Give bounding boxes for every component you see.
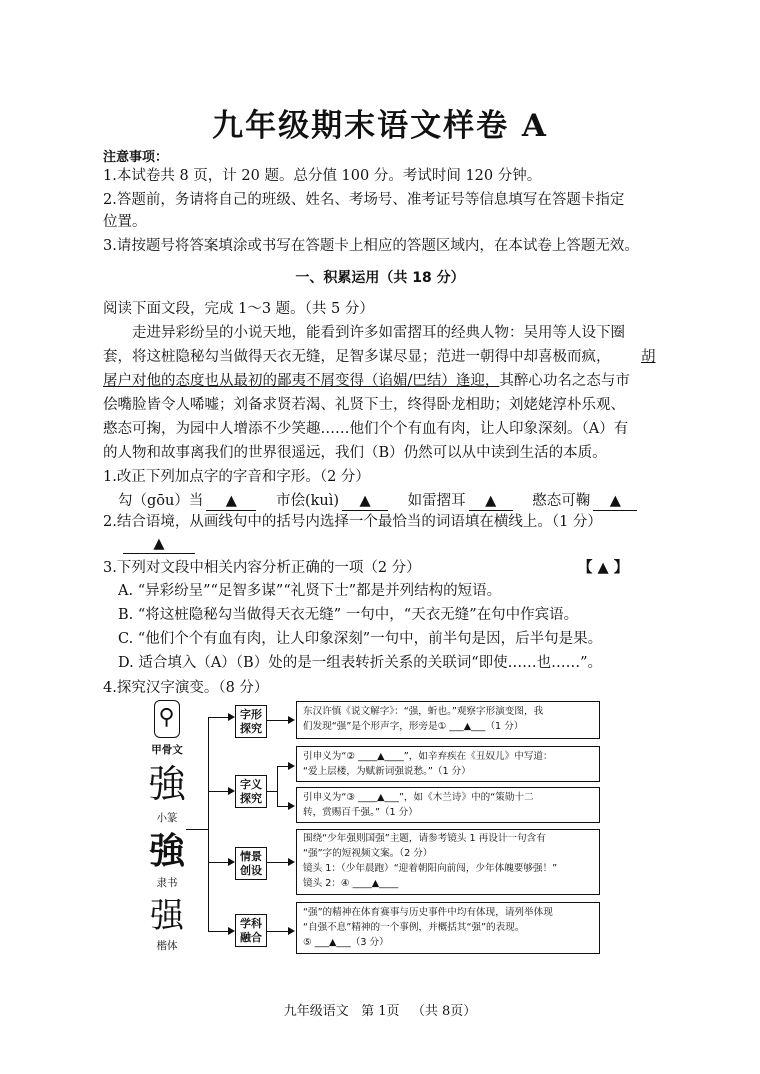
label-box xyxy=(235,847,267,880)
oracle-glyph-frame xyxy=(154,700,180,738)
connector xyxy=(208,717,209,931)
option-d: D. 适合填入（A）（B）处的是一组表转折关系的关联词“即使……也……”。 xyxy=(118,655,603,671)
passage-line: 憨态可掬，为园中人增添不少笑趣……他们个个有血有肉，让人印象深刻。（A）有 xyxy=(103,421,629,437)
connector xyxy=(208,717,230,718)
connector xyxy=(267,791,277,792)
passage-line: 侩嘴脸皆令人唏嘘；刘备求贤若渴、礼贤下士，终得卧龙相助；刘姥姥淳朴乐观、 xyxy=(103,397,625,413)
page-footer: 九年级语文 第 1页 （共 8页） xyxy=(283,1004,477,1019)
label-line: 探究 xyxy=(240,722,262,735)
notice-heading: 注意事项： xyxy=(103,150,169,165)
label-line: 字形 xyxy=(240,708,262,721)
content-line: 引申义为“② ____▲____”，如辛弃疾在《丑奴儿》中写道： xyxy=(303,751,553,762)
underlined-sentence: 屠户对他的态度也从最初的鄙夷不屑变得（谄媚/巴结）逢迎， xyxy=(103,373,500,389)
oracle-glyph: ⚲ xyxy=(158,705,175,730)
content-line: 东汉许慎《说文解字》：“强，蚚也。”观察字形演变图，我 xyxy=(303,706,544,717)
question-4: 4.探究汉字演变。（8 分） xyxy=(103,680,269,696)
question-3: 3.下列对文段中相关内容分析正确的一项（2 分） xyxy=(103,560,421,576)
content-line: 引申义为“③ ____▲___”，如《木兰诗》中的“策勋十二 xyxy=(303,792,534,803)
passage-line xyxy=(103,369,630,393)
connector xyxy=(186,829,208,830)
option-b: B. “将这桩隐秘勾当做得天衣无缝” 一句中，“天衣无缝”在句中作宾语。 xyxy=(118,607,579,623)
label-line: 学科 xyxy=(240,917,262,930)
arrow xyxy=(288,927,295,935)
connector xyxy=(208,931,230,932)
arrow xyxy=(228,713,235,721)
reading-intro: 阅读下面文段，完成 1～3 题。（共 5 分） xyxy=(103,301,374,317)
arrow xyxy=(228,858,235,866)
script-name: 隶书 xyxy=(156,877,178,889)
answer-blank[interactable]: ▲ xyxy=(206,492,256,511)
connector xyxy=(267,720,289,721)
arrow xyxy=(288,858,295,866)
label-box xyxy=(235,775,267,808)
arrow xyxy=(288,716,295,724)
q1-item: 市侩(kuì) xyxy=(275,493,340,509)
arrow xyxy=(228,927,235,935)
connector xyxy=(208,791,230,792)
content-box xyxy=(296,829,600,895)
script-name: 楷体 xyxy=(156,940,178,952)
content-line: 转，赏赐百千强。”（1 分） xyxy=(303,807,418,818)
option-c: C. “他们个个有血有肉，让人印象深刻”一句中，前半句是因，后半句是果。 xyxy=(118,631,603,647)
notice-item: 1.本试卷共 8 页，计 20 题。总分值 100 分。考试时间 120 分钟。 xyxy=(103,168,542,184)
q1-item: 如雷摺耳 xyxy=(407,493,466,509)
clerical-glyph: 強 xyxy=(148,830,185,872)
page-title: 九年级期末语文样卷 A xyxy=(212,108,548,144)
answer-blank[interactable]: ▲ xyxy=(469,492,513,511)
passage-line: 的人物和故事离我们的世界很遥远，我们（B）仍然可以从中读到生活的本质。 xyxy=(103,445,607,461)
content-line: “爱上层楼，为赋新词强说愁。”（1 分） xyxy=(303,766,471,777)
answer-bracket[interactable]: 【 ▲ 】 xyxy=(578,559,629,576)
content-box xyxy=(296,787,600,823)
label-line: 创设 xyxy=(240,864,262,877)
option-a: A. “异彩纷呈”“足智多谋”“礼贤下士”都是并列结构的短语。 xyxy=(118,583,502,599)
arrow xyxy=(228,787,235,795)
content-line: 镜头 1：（少年晨跑）“迎着朝阳向前闯，少年体魄要够强！” xyxy=(303,863,558,874)
question-2: 2.结合语境，从画线句中的括号内选择一个最恰当的词语填在横线上。（1 分） xyxy=(103,514,602,530)
arrow xyxy=(288,802,295,810)
arrow xyxy=(288,762,295,770)
answer-blank[interactable]: ▲ xyxy=(123,535,195,554)
label-box xyxy=(235,914,267,947)
label-box xyxy=(235,705,267,738)
label-line: 融合 xyxy=(240,931,262,944)
label-line: 字义 xyxy=(240,778,262,791)
connector xyxy=(267,862,289,863)
regular-glyph: 强 xyxy=(150,896,184,936)
notice-item: 位置。 xyxy=(103,214,147,230)
content-line: “强”字的短视频文案。（2 分） xyxy=(303,848,433,859)
content-line: 镜头 2：④ ____▲____ xyxy=(303,878,399,889)
content-line: 围绕“少年强则国强”主题，请参考镜头 1 再设计一句含有 xyxy=(303,833,546,844)
passage-line: 套，将这桩隐秘勾当做得天衣无缝，足智多谋尽显；范进一朝得中却喜极而疯， xyxy=(103,349,611,365)
passage-line: 走进异彩纷呈的小说天地，能看到许多如雷摺耳的经典人物：吴用等人设下圈 xyxy=(132,325,625,341)
content-box xyxy=(296,701,600,739)
passage-text: 其醉心功名之态与市 xyxy=(499,373,630,389)
answer-blank[interactable]: ▲ xyxy=(593,492,637,511)
content-line: “强”的精神在体育赛事与历史事件中均有体现，请列举体现 xyxy=(303,907,553,918)
answer-blank[interactable]: ▲ xyxy=(342,492,388,511)
connector xyxy=(208,862,230,863)
content-box xyxy=(296,902,600,954)
label-line: 情景 xyxy=(240,850,262,863)
connector xyxy=(267,931,289,932)
connector xyxy=(277,766,278,806)
notice-item: 3.请按题号将答案填涂或书写在答题卡上相应的答题区域内，在本试卷上答题无效。 xyxy=(103,238,639,254)
seal-glyph: 強 xyxy=(147,762,186,806)
content-box xyxy=(296,746,600,782)
content-line: “自强不息”精神的一个事例，并概括其“强”的表现。 xyxy=(303,922,525,933)
script-name: 甲骨文 xyxy=(151,744,183,756)
script-name: 小篆 xyxy=(156,812,178,824)
q1-item: 憨态可鞠 xyxy=(532,493,591,509)
q1-item: 勾（gōu）当 xyxy=(118,493,204,509)
content-line: ⑤ ___▲___（3 分） xyxy=(303,937,389,948)
question-1: 1.改正下列加点字的字音和字形。（2 分） xyxy=(103,469,370,485)
label-line: 探究 xyxy=(240,792,262,805)
notice-item: 2.答题前，务请将自己的班级、姓名、考场号、准考证号等信息填写在答题卡指定 xyxy=(103,192,625,208)
content-line: 们发现“强”是个形声字，形旁是① ___▲___（1 分） xyxy=(303,721,524,732)
section-heading: 一、积累运用（共 18 分） xyxy=(295,270,465,286)
passage-underline: 胡 xyxy=(641,349,656,365)
